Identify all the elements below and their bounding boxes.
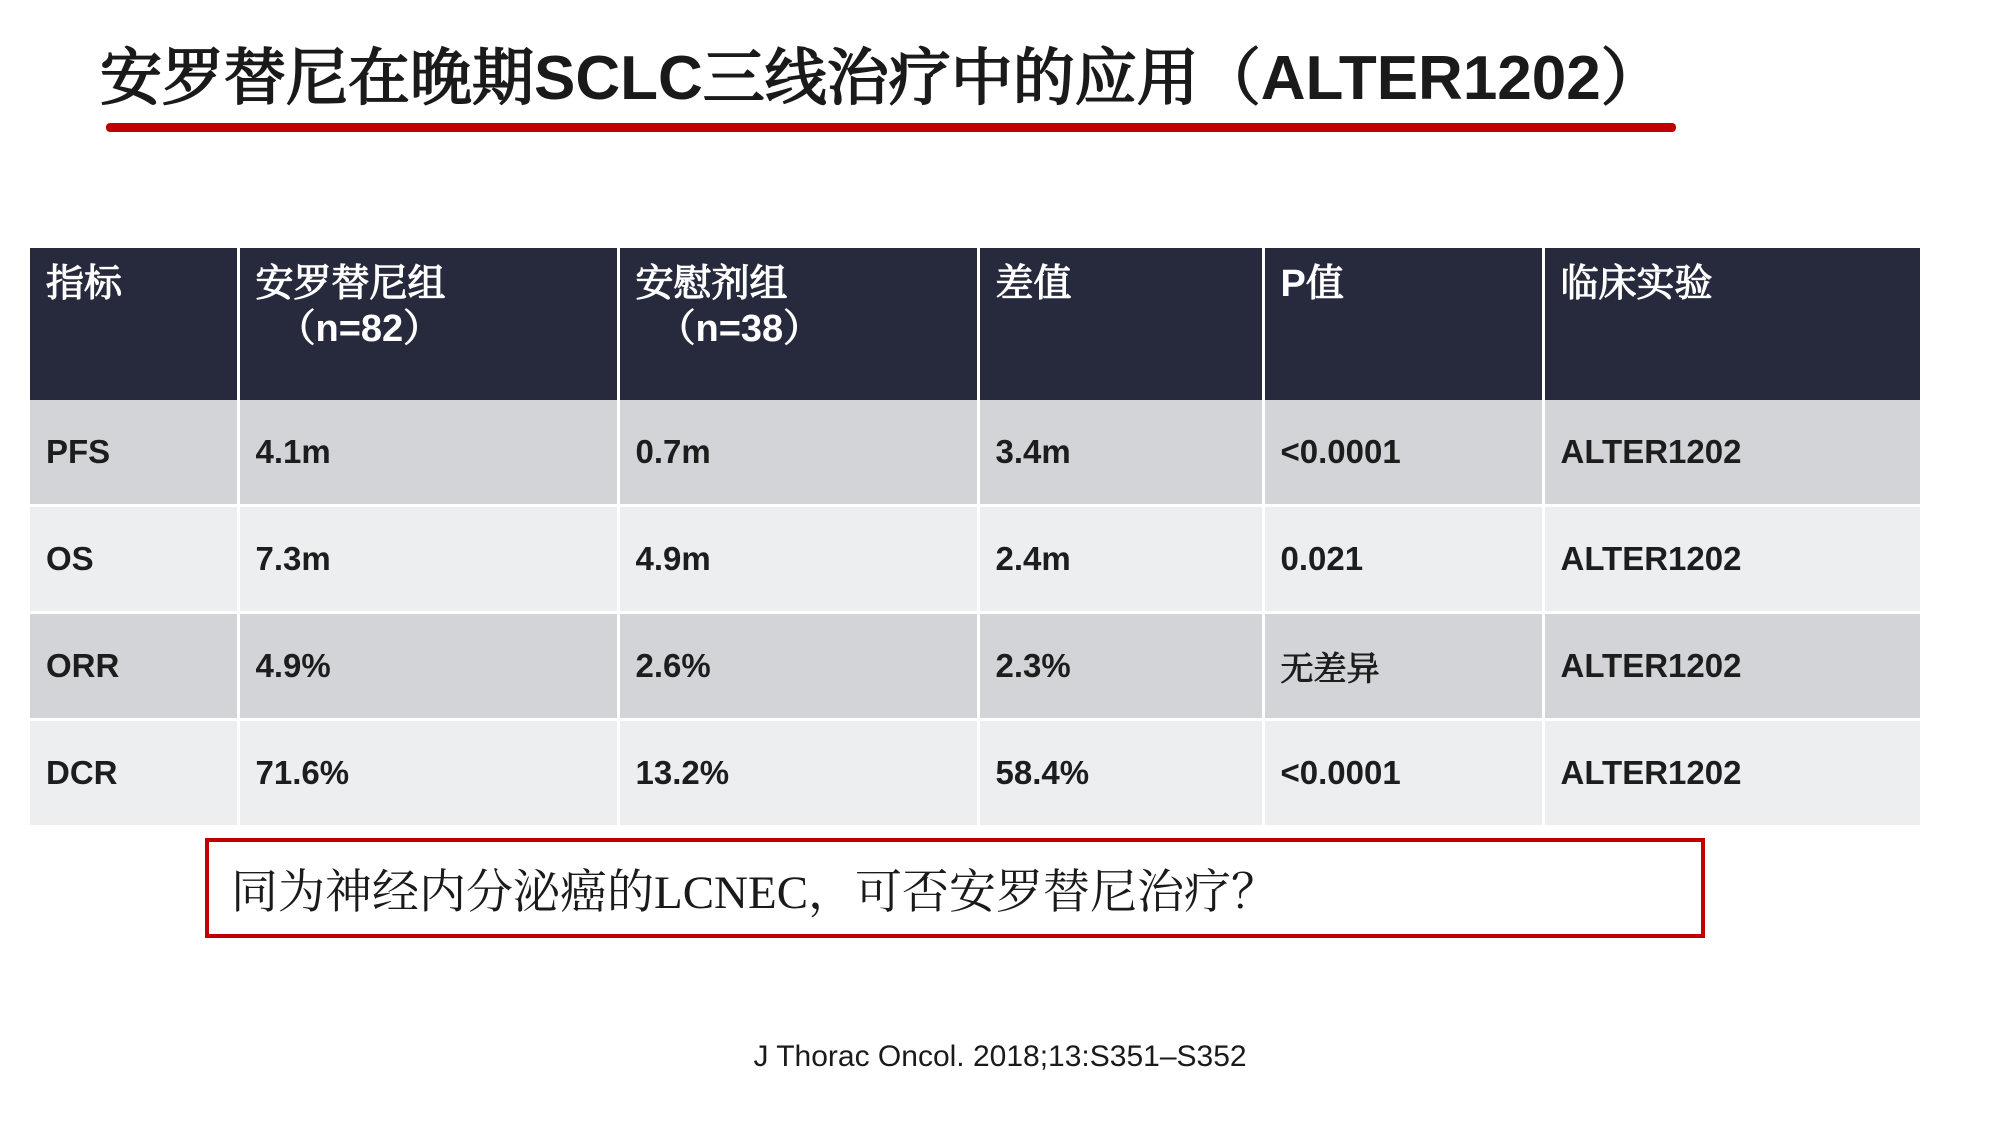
citation-footer: J Thorac Oncol. 2018;13:S351–S352 bbox=[753, 1040, 1247, 1073]
cell-anlotinib: 7.3m bbox=[238, 506, 618, 613]
column-header-anlotinib-sub: （n=82） bbox=[277, 307, 442, 350]
cell-pvalue: 0.021 bbox=[1263, 506, 1543, 613]
cell-trial: ALTER1202 bbox=[1543, 720, 1920, 827]
cell-pvalue: <0.0001 bbox=[1263, 720, 1543, 827]
table-row bbox=[30, 506, 1920, 613]
title-block bbox=[100, 45, 1900, 132]
cell-difference: 2.4m bbox=[978, 506, 1263, 613]
page-title: 安罗替尼在晚期SCLC三线治疗中的应用（ALTER1202） bbox=[100, 44, 1663, 113]
column-header-anlotinib-main: 安罗替尼组 bbox=[255, 263, 446, 305]
cell-pvalue: <0.0001 bbox=[1263, 400, 1543, 506]
cell-metric: DCR bbox=[30, 720, 238, 827]
column-header-pvalue bbox=[1263, 248, 1543, 400]
cell-anlotinib: 4.1m bbox=[238, 400, 618, 506]
column-header-placebo-main: 安慰剂组 bbox=[635, 263, 788, 305]
title-underline-rule bbox=[106, 123, 1676, 132]
results-table bbox=[30, 248, 1920, 828]
table-row bbox=[30, 400, 1920, 506]
cell-trial: ALTER1202 bbox=[1543, 506, 1920, 613]
cell-metric: ORR bbox=[30, 613, 238, 720]
cell-anlotinib: 4.9% bbox=[238, 613, 618, 720]
table-header bbox=[30, 248, 1920, 400]
column-header-metric bbox=[30, 248, 238, 400]
cell-difference: 3.4m bbox=[978, 400, 1263, 506]
question-callout-box bbox=[205, 838, 1705, 938]
table-body bbox=[30, 400, 1920, 827]
cell-pvalue: 无差异 bbox=[1263, 613, 1543, 720]
column-header-difference bbox=[978, 248, 1263, 400]
column-header-trial-main: 临床实验 bbox=[1560, 263, 1713, 305]
cell-placebo: 4.9m bbox=[618, 506, 978, 613]
table-header-row bbox=[30, 248, 1920, 400]
cell-metric: PFS bbox=[30, 400, 238, 506]
results-table-container bbox=[30, 248, 1920, 828]
cell-placebo: 2.6% bbox=[618, 613, 978, 720]
cell-placebo: 0.7m bbox=[618, 400, 978, 506]
table-row bbox=[30, 613, 1920, 720]
cell-anlotinib: 71.6% bbox=[238, 720, 618, 827]
column-header-difference-main: 差值 bbox=[995, 263, 1072, 305]
cell-difference: 58.4% bbox=[978, 720, 1263, 827]
question-text: 同为神经内分泌癌的LCNEC，可否安罗替尼治疗？ bbox=[231, 866, 1279, 919]
column-header-metric-main: 指标 bbox=[46, 263, 123, 305]
cell-metric: OS bbox=[30, 506, 238, 613]
column-header-anlotinib bbox=[238, 248, 618, 400]
column-header-trial bbox=[1543, 248, 1920, 400]
column-header-placebo-sub: （n=38） bbox=[657, 307, 822, 350]
cell-difference: 2.3% bbox=[978, 613, 1263, 720]
table-row bbox=[30, 720, 1920, 827]
cell-placebo: 13.2% bbox=[618, 720, 978, 827]
cell-trial: ALTER1202 bbox=[1543, 400, 1920, 506]
column-header-placebo bbox=[618, 248, 978, 400]
column-header-pvalue-main: P值 bbox=[1280, 263, 1344, 305]
cell-trial: ALTER1202 bbox=[1543, 613, 1920, 720]
